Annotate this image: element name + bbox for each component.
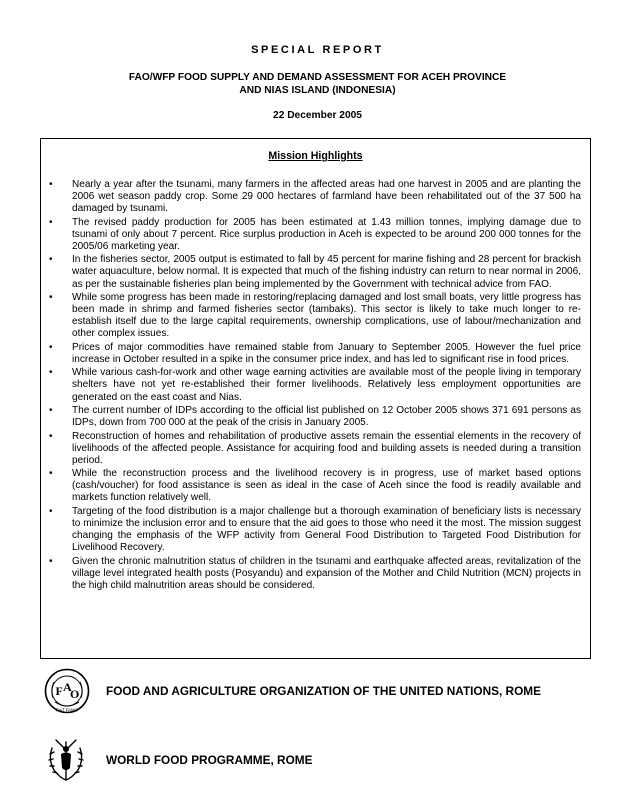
highlight-text: While the reconstruction process and the livelihood recovery is in progress, use of market based options (cash/voucher) for food assistance is seen as ideal in the case of Aceh since the food is readily available and markets function relatively well. xyxy=(72,468,581,504)
wfp-footer xyxy=(44,734,312,786)
report-type-label: SPECIAL REPORT xyxy=(251,44,384,56)
report-title-line-1: FAO/WFP FOOD SUPPLY AND DEMAND ASSESSMENT FOR ACEH PROVINCE xyxy=(128,72,507,83)
wfp-logo-icon xyxy=(44,734,88,786)
bullet-marker: • xyxy=(49,505,53,517)
highlight-text: Reconstruction of homes and rehabilitation of productive assets remain the essential elements in the recovery of livelihoods of the affected people. Assistance for acquiring food and building assets is needed during a transition period. xyxy=(72,430,581,466)
highlight-text: While some progress has been made in restoring/replacing damaged and lost small boats, very little progress has been made in shrimp and farmed fisheries sector (tambaks). This sector is likely to take much longer to re-establish itself due to the large capital requirements, ownership complications, use of labour/mechanization and other complex issues. xyxy=(72,292,581,340)
highlight-text: The current number of IDPs according to the official list published on 12 October 2005 shows 371 691 persons as IDPs, down from 700 000 at the peak of the crisis in January 2005. xyxy=(72,405,581,429)
highlight-text: Targeting of the food distribution is a major challenge but a thorough examination of beneficiary lists is necessary to minimize the inclusion error and to ensure that the aid goes to those who need it the most. The mission suggest changing the emphasis of the WFP activity from General Food Distribution to Targeted Food Distribution for Livelihood Recovery. xyxy=(72,505,581,554)
highlight-item xyxy=(41,556,590,592)
bullet-marker: • xyxy=(49,292,53,304)
mission-highlights-box xyxy=(40,138,591,659)
highlight-item xyxy=(41,468,590,504)
fao-logo-motto: FIAT PANIS xyxy=(55,707,79,713)
bullet-marker: • xyxy=(49,468,53,480)
highlight-item xyxy=(41,506,590,554)
mission-highlights-heading xyxy=(41,150,590,162)
highlight-text: In the fisheries sector, 2005 output is estimated to fall by 45 percent for marine fishing and 28 percent for brackish water aquaculture, below normal. It is expected that much of the fishing industry can return to near normal in 2006, as per the sustainable fisheries plan being implemented by the Government with technical advice from FAO. xyxy=(72,254,581,290)
highlight-text: Given the chronic malnutrition status of children in the tsunami and earthquake affected areas, revitalization of the village level integrated health posts (Posyandu) and expansion of the Mother and Child Nutrition (MCN) projects in the high child malnutrition areas should be considered. xyxy=(72,555,581,591)
fao-logo-letter-a: A xyxy=(63,680,72,694)
report-date: 22 December 2005 xyxy=(273,110,362,121)
highlight-item xyxy=(41,217,590,253)
bullet-marker: • xyxy=(49,405,53,417)
fao-logo-letter-o: O xyxy=(70,687,80,701)
highlight-item xyxy=(41,179,590,215)
highlights-list xyxy=(41,179,590,593)
report-title-line-2: AND NIAS ISLAND (INDONESIA) xyxy=(239,85,396,96)
highlight-item xyxy=(41,431,590,467)
bullet-marker: • xyxy=(49,341,53,353)
fao-footer xyxy=(44,668,541,714)
highlight-item xyxy=(41,405,590,429)
highlight-text: Prices of major commodities have remained stable from January to September 2005. However the fuel price increase in October resulted in a spike in the consumer price index, and has led to significant rise in food prices. xyxy=(72,341,581,365)
highlight-item xyxy=(41,342,590,366)
highlight-text: While various cash-for-work and other wage earning activities are available most of the people living in temporary shelters have not yet re-established their former livelihoods. Relatively less employment opportunities are generated on the east coast and Nias. xyxy=(72,367,581,403)
mission-highlights-title: Mission Highlights xyxy=(268,150,363,162)
highlight-item xyxy=(41,367,590,403)
bullet-marker: • xyxy=(49,179,53,190)
fao-org-name: FOOD AND AGRICULTURE ORGANIZATION OF THE UNITED NATIONS, ROME xyxy=(106,684,541,698)
bullet-marker: • xyxy=(49,367,53,379)
highlight-item xyxy=(41,254,590,290)
highlight-text: Nearly a year after the tsunami, many farmers in the affected areas had one harvest in 2005 and are planting the 2006 wet season paddy crop. Some 29 000 hectares of farmland have been rehabilitated out of the 37 500 ha damaged by tsunami. xyxy=(72,179,581,215)
bullet-marker: • xyxy=(49,216,53,228)
report-title xyxy=(0,71,635,97)
fao-logo-icon xyxy=(44,668,90,714)
fao-logo-letter-f: F xyxy=(55,684,63,698)
bullet-marker: • xyxy=(49,254,53,266)
highlight-text: The revised paddy production for 2005 has been estimated at 1.43 million tonnes, implying damage due to tsunami of only about 7 percent. Rice surplus production in Aceh is expected to be around 200 000 tonnes for the 2005/06 marketing year. xyxy=(72,216,581,252)
wfp-org-name: WORLD FOOD PROGRAMME, ROME xyxy=(106,753,313,767)
bullet-marker: • xyxy=(49,430,53,442)
highlight-item xyxy=(41,292,590,340)
bullet-marker: • xyxy=(49,555,53,567)
